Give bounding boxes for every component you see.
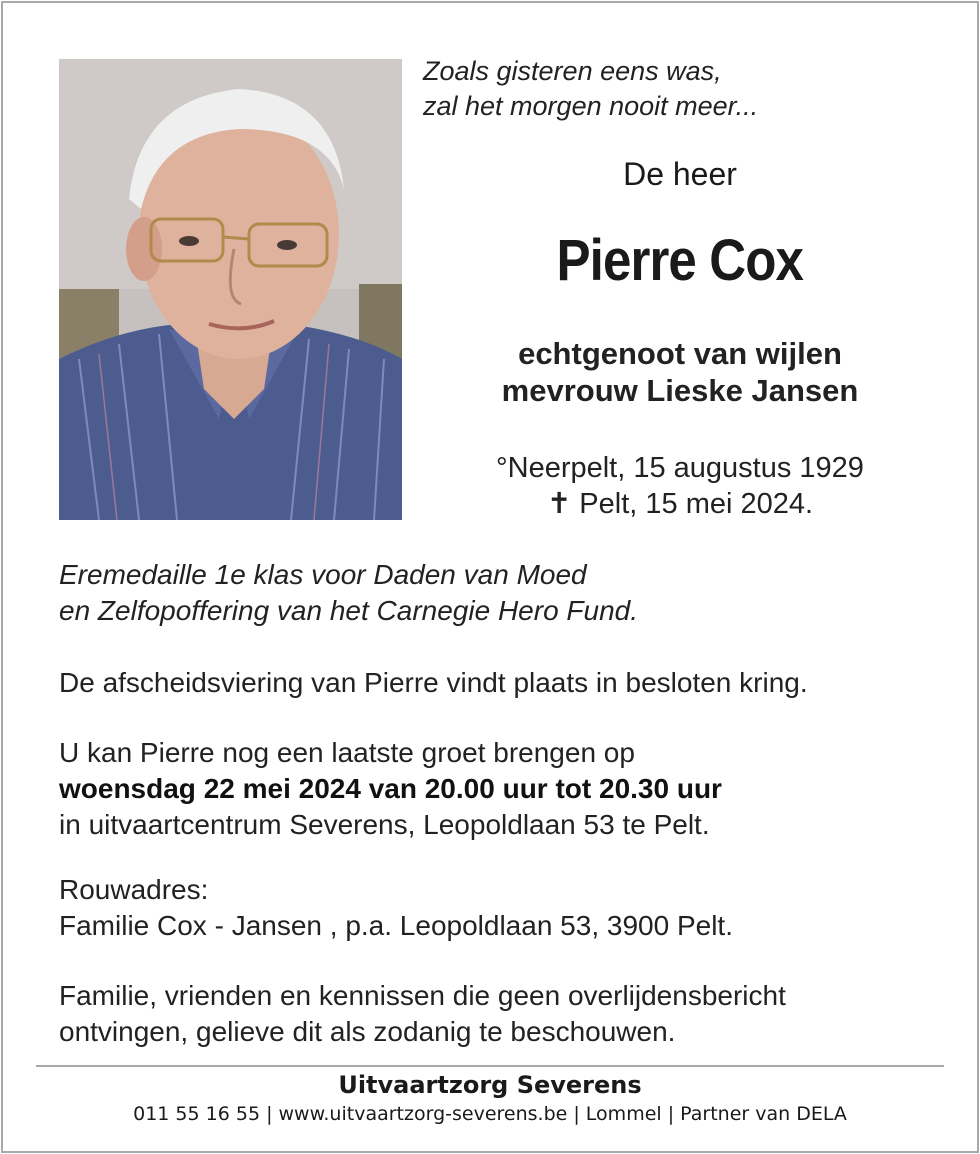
funeral-company-contact: 011 55 16 55 | www.uitvaartzorg-severens.be | Lommel | Partner van DELA bbox=[133, 1103, 847, 1125]
footer-divider bbox=[36, 1065, 944, 1067]
notice-line-1: Familie, vrienden en kennissen die geen overlijdensbericht bbox=[59, 980, 786, 1011]
spouse-line-1: echtgenoot van wijlen bbox=[518, 336, 842, 371]
birth-date: °Neerpelt, 15 augustus 1929 bbox=[496, 452, 864, 484]
address-label: Rouwadres: bbox=[59, 874, 209, 905]
quote-line-1: Zoals gisteren eens was, bbox=[423, 56, 722, 86]
life-dates bbox=[420, 450, 940, 522]
mourning-address bbox=[59, 872, 939, 944]
notice-line-2: ontvingen, gelieve dit als zodanig te beschouwen. bbox=[59, 1016, 676, 1047]
notice-text bbox=[59, 978, 939, 1050]
ceremony-text bbox=[59, 665, 939, 701]
visitation-text bbox=[59, 735, 939, 843]
honor-line-2: en Zelfopoffering van het Carnegie Hero Fund. bbox=[59, 595, 639, 626]
portrait-photo bbox=[59, 59, 402, 520]
title-prefix: De heer bbox=[623, 156, 737, 192]
funeral-company-name: Uitvaartzorg Severens bbox=[338, 1071, 642, 1099]
visit-line-3: in uitvaartcentrum Severens, Leopoldlaan 53 te Pelt. bbox=[59, 809, 710, 840]
spouse-line-2: mevrouw Lieske Jansen bbox=[501, 373, 859, 408]
address-value: Familie Cox - Jansen , p.a. Leopoldlaan 53, 3900 Pelt. bbox=[59, 910, 733, 941]
visit-line-1: U kan Pierre nog een laatste groet brengen op bbox=[59, 737, 635, 768]
quote-line-2: zal het morgen nooit meer... bbox=[423, 91, 759, 121]
visit-datetime: woensdag 22 mei 2024 van 20.00 uur tot 20.30 uur bbox=[59, 773, 722, 804]
honor-text bbox=[59, 557, 939, 629]
deceased-name: Pierre Cox bbox=[556, 228, 804, 293]
death-date: ✝ Pelt, 15 mei 2024. bbox=[546, 488, 814, 520]
spouse-info bbox=[420, 335, 940, 409]
memorial-quote bbox=[423, 54, 758, 124]
ceremony-line: De afscheidsviering van Pierre vindt plaats in besloten kring. bbox=[59, 667, 808, 698]
honor-line-1: Eremedaille 1e klas voor Daden van Moed bbox=[59, 559, 587, 590]
